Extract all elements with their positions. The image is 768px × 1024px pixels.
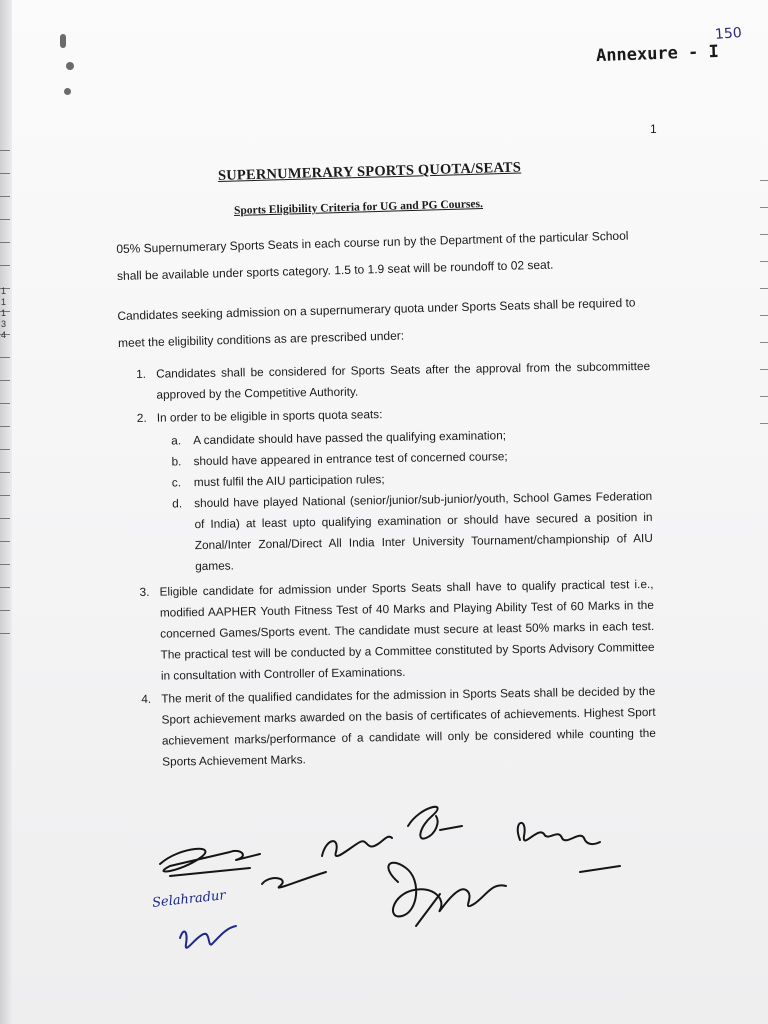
sub-item-letter: b. [171, 454, 182, 469]
right-edge-marks [756, 745, 768, 815]
list-item [136, 356, 651, 406]
punch-hole-mark [66, 62, 74, 70]
signatures-drawing [140, 786, 760, 986]
sub-item-letter: a. [171, 433, 182, 448]
right-margin-ruler [758, 180, 768, 480]
list-item-text: Candidates shall be considered for Sports Seats after the approval from the subcommittee approved by the Competitive Authority. [156, 358, 651, 402]
staple-mark [60, 34, 66, 48]
signature-block [140, 786, 760, 986]
sub-item-text: A candidate should have passed the qualifying examination; [193, 428, 507, 448]
list-item-text: The merit of the qualified candidates for the admission in Sports Seats shall be decided by the Sport achievement marks awarded on the basis of certificates of achievements. Highest Sport achievement marks/performance of a candidate will only be considered while counting the Sports Achievement Marks. [161, 683, 656, 769]
punch-hole-mark [64, 88, 71, 95]
sub-item-letter: d. [172, 496, 183, 511]
sub-item-text: must fulfil the AIU participation rules; [193, 472, 385, 490]
signature [262, 872, 326, 888]
document-title: SUPERNUMERARY SPORTS QUOTA/SEATS [217, 159, 522, 184]
paragraph-line: shall be available under sports category. 1.5 to 1.9 seat will be roundoff to 02 seat. [116, 257, 554, 283]
annexure-label: Annexure - I [595, 41, 720, 67]
sub-item-text: should have appeared in entrance test of concerned course; [193, 449, 508, 469]
left-margin-ruler [0, 150, 14, 710]
signature [580, 866, 620, 872]
intro-paragraph [116, 222, 653, 290]
list-item-number: 3. [139, 584, 150, 599]
page-number: 1 [650, 122, 657, 136]
eligibility-list [136, 356, 656, 775]
signature [388, 863, 506, 917]
document-subtitle: Sports Eligibility Criteria for UG and PG Courses. [233, 198, 484, 217]
paragraph-line: 05% Supernumerary Sports Seats in each course run by the Department of the particular School [116, 228, 629, 256]
list-item [139, 574, 655, 687]
list-item-number: 1. [136, 366, 147, 381]
handwritten-signature: Selahradur [151, 888, 227, 911]
eligibility-paragraph [117, 289, 654, 357]
signature [518, 823, 600, 844]
signature [322, 837, 392, 856]
list-item-text: In order to be eligible in sports quota seats: [156, 407, 383, 425]
paragraph-line: meet the eligibility conditions as are prescribed under: [117, 328, 405, 350]
list-item-text: Eligible candidate for admission under Sports Seats shall have to qualify practical test i.e., modified AAPHER Youth Fitness Test of 40 Marks and Playing Ability Test of 60 Marks in the concerned Games/Sports event. The candidate must secure at least 50% marks in each test. The practical test will be conducted by a Committee constituted by Sports Advisory Committee in consultation with Controller of Examinations. [159, 576, 655, 683]
sub-item-letter: c. [171, 475, 182, 490]
left-margin-numbers: 1 1 1 3 4 [1, 286, 7, 340]
signature [416, 894, 440, 926]
list-item-number: 2. [136, 410, 147, 425]
sub-item-text: should have played National (senior/junior/sub-junior/youth, School Games Federation of India) at least upto qualifying examination or should have secured a position in Zonal/Inter Zonal/Direct All India Inter University Tournament/championship of AIU games. [194, 488, 653, 574]
list-item [141, 681, 656, 773]
annexure-page-ref: 150 [714, 25, 743, 43]
sub-list-item [138, 486, 653, 578]
signature [408, 807, 462, 839]
paragraph-line: Candidates seeking admission on a supernumerary quota under Sports Seats shall be required to [117, 295, 636, 323]
signature [170, 868, 250, 876]
signature [180, 926, 236, 948]
list-item-number: 4. [141, 691, 152, 706]
